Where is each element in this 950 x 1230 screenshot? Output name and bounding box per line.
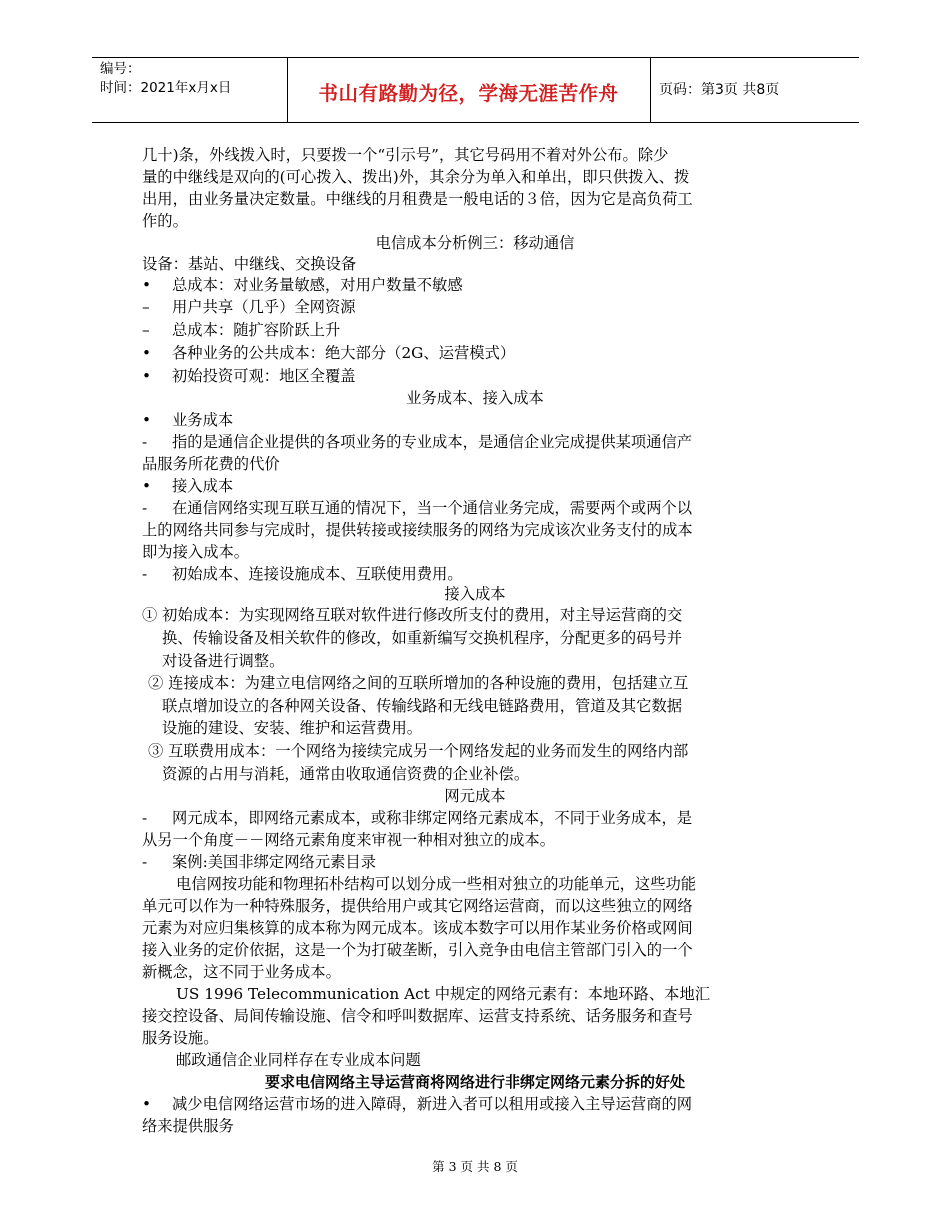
dash-marker: - [142,853,148,871]
section-title: 业务成本、接入成本 [406,389,544,407]
dash-marker: - [142,565,148,583]
dash-item: - 指的是通信企业提供的各项业务的专业成本，是通信企业完成提供某项通信产 [142,433,693,451]
dash-item: – 总成本：随扩容阶跃上升 [142,321,341,339]
numbered-item: ② 连接成本：为建立电信网络之间的互联所增加的各种设施的费用，包括建立互 [148,674,689,692]
body-line: 作的。 [142,212,188,230]
dash-item: - 初始成本、连接设施成本、互联使用费用。 [142,565,463,583]
section-title: 接入成本 [444,585,506,603]
body-line: 设施的建设、安装、维护和运营费用。 [162,719,423,737]
bullet-item: • 接入成本 [142,477,234,495]
bullet-marker: • [142,1095,152,1113]
numbered-item: ① 初始成本：为实现网络互联对软件进行修改所支付的费用，对主导运营商的交 [142,606,683,624]
dash-marker: – [142,298,150,316]
body-line: 出用，由业务量决定数量。中继线的月租费是一般电话的３倍，因为它是高负荷工 [142,190,693,208]
body-line: 即为接入成本。 [142,543,250,561]
body-line: 设备：基站、中继线、交换设备 [142,255,357,273]
bullet-item: • 总成本：对业务量敏感，对用户数量不敏感 [142,276,463,294]
dash-marker: - [142,499,148,517]
number-label: 编号： [100,61,141,77]
page-footer: 第 3 页 共 8 页 [432,1159,518,1174]
dash-item: – 用户共享（几乎）全网资源 [142,298,356,316]
numbered-item: ③ 互联费用成本：一个网络为接续完成另一个网络发起的业务而发生的网络内部 [148,742,689,760]
body-line: 服务设施。 [142,1029,219,1047]
body-line: 从另一个角度－－网络元素角度来审视一种相对独立的成本。 [142,831,556,849]
bullet-marker: • [142,367,152,385]
dash-item: - 案例:美国非绑定网络元素目录 [142,853,377,871]
body-line: 接入业务的定价依据，这是一个为打破垄断，引入竞争由电信主管部门引入的一个 [142,941,693,959]
body-line: 几十)条，外线拨入时，只要拨一个“引示号”，其它号码用不着对外公布。除少 [142,146,669,164]
body-line: 品服务所花费的代价 [142,455,280,473]
body-line: 新概念，这不同于业务成本。 [142,963,341,981]
header-motto: 书山有路勤为径，学海无涯苦作舟 [318,82,619,105]
body-line: 接交控设备、局间传输设施、信令和呼叫数据库、运营支持系统、话务服务和查号 [142,1007,693,1025]
dash-item: - 网元成本，即网络元素成本，或称非绑定网络元素成本，不同于业务成本，是 [142,809,693,827]
bullet-marker: • [142,411,152,429]
body-line: 元素为对应归集核算的成本称为网元成本。该成本数字可以用作某业务价格或网间 [142,919,693,937]
bullet-item: • 减少电信网络运营市场的进入障碍，新进入者可以租用或接入主导运营商的网 [142,1095,693,1113]
body-line: US 1996 Telecommunication Act 中规定的网络元素有：本地环路、本地汇 [176,985,711,1003]
body-line: 邮政通信企业同样存在专业成本问题 [176,1051,421,1069]
bullet-marker: • [142,477,152,495]
header-meta [100,60,231,98]
body-line: 单元可以作为一种特殊服务，提供给用户或其它网络运营商，而以这些独立的网络 [142,897,693,915]
body-line: 电信网按功能和物理拓朴结构可以划分成一些相对独立的功能单元，这些功能 [176,875,697,893]
bullet-marker: • [142,276,152,294]
bullet-item: • 业务成本 [142,411,234,429]
time-label: 时间：2021年x月x日 [100,80,232,96]
body-line: 换、传输设备及相关软件的修改，如重新编写交换机程序，分配更多的码号并 [162,629,683,647]
body-line: 联点增加设立的各种网关设备、传输线路和无线电链路费用，管道及其它数据 [162,697,683,715]
dash-item: - 在通信网络实现互联互通的情况下，当一个通信业务完成，需要两个或两个以 [142,499,693,517]
bullet-marker: • [142,344,152,362]
body-line: 对设备进行调整。 [162,652,285,670]
dash-marker: - [142,809,148,827]
header-divider-right [650,57,651,123]
section-title: 网元成本 [444,787,506,805]
dash-marker: – [142,321,150,339]
section-title: 电信成本分析例三：移动通信 [375,234,575,252]
header-top-rule [92,57,859,58]
header-page-info: 页码：第3页 共8页 [659,82,780,98]
bullet-item: • 各种业务的公共成本：绝大部分（2G、运营模式） [142,344,516,362]
bold-heading: 要求电信网络主导运营商将网络进行非绑定网络元素分拆的好处 [264,1073,685,1091]
bullet-item: • 初始投资可观：地区全覆盖 [142,367,356,385]
body-line: 络来提供服务 [142,1117,234,1135]
header-bottom-rule [92,122,859,123]
body-line: 量的中继线是双向的(可心拨入、拨出)外，其余分为单入和单出，即只供拨入、拨 [142,168,690,186]
body-line: 资源的占用与消耗，通常由收取通信资费的企业补偿。 [162,765,530,783]
body-line: 上的网络共同参与完成时，提供转接或接续服务的网络为完成该次业务支付的成本 [142,521,693,539]
dash-marker: - [142,433,148,451]
